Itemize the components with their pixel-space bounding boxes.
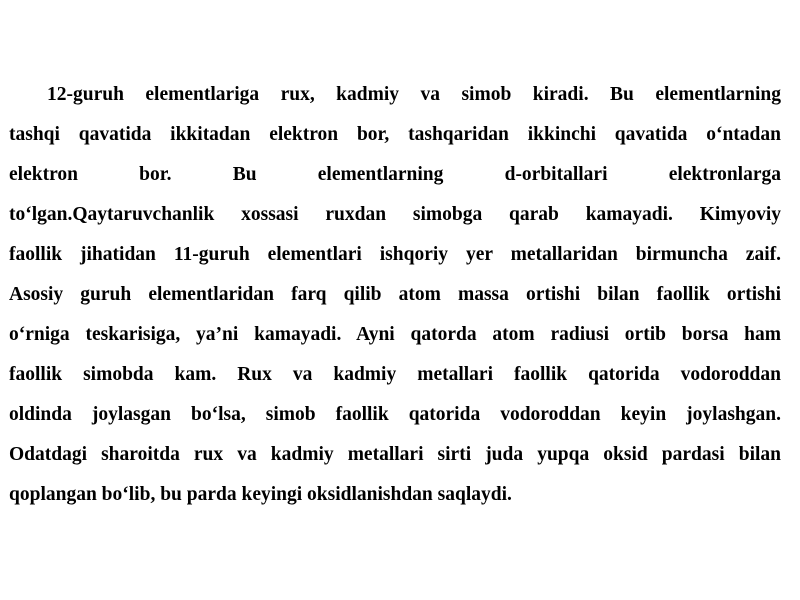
paragraph-line: o‘rniga teskarisiga, ya’ni kamayadi. Ayni qatorda atom radiusi ortib borsa ham (9, 324, 781, 345)
paragraph-line: to‘lgan.Qaytaruvchanlik xossasi ruxdan simobga qarab kamayadi. Kimyoviy (9, 204, 781, 225)
paragraph-line: faollik jihatidan 11-guruh elementlari ishqoriy yer metallaridan birmuncha zaif. (9, 244, 781, 265)
paragraph-line: qoplangan bo‘lib, bu parda keyingi oksidlanishdan saqlaydi. (9, 484, 512, 505)
paragraph-line: oldinda joylasgan bo‘lsa, simob faollik qatorida vodoroddan keyin joylashgan. (9, 404, 781, 425)
paragraph-line: Asosiy guruh elementlaridan farq qilib atom massa ortishi bilan faollik ortishi (9, 284, 781, 305)
body-paragraph (9, 80, 781, 520)
paragraph-line: elektron bor. Bu elementlarning d-orbitallari elektronlarga (9, 164, 781, 185)
paragraph-line: faollik simobda kam. Rux va kadmiy metallari faollik qatorida vodoroddan (9, 364, 781, 385)
paragraph-line: 12-guruh elementlariga rux, kadmiy va simob kiradi. Bu elementlarning (47, 84, 781, 105)
paragraph-line: tashqi qavatida ikkitadan elektron bor, tashqaridan ikkinchi qavatida o‘ntadan (9, 124, 781, 145)
paragraph-line: Odatdagi sharoitda rux va kadmiy metallari sirti juda yupqa oksid pardasi bilan (9, 444, 781, 465)
